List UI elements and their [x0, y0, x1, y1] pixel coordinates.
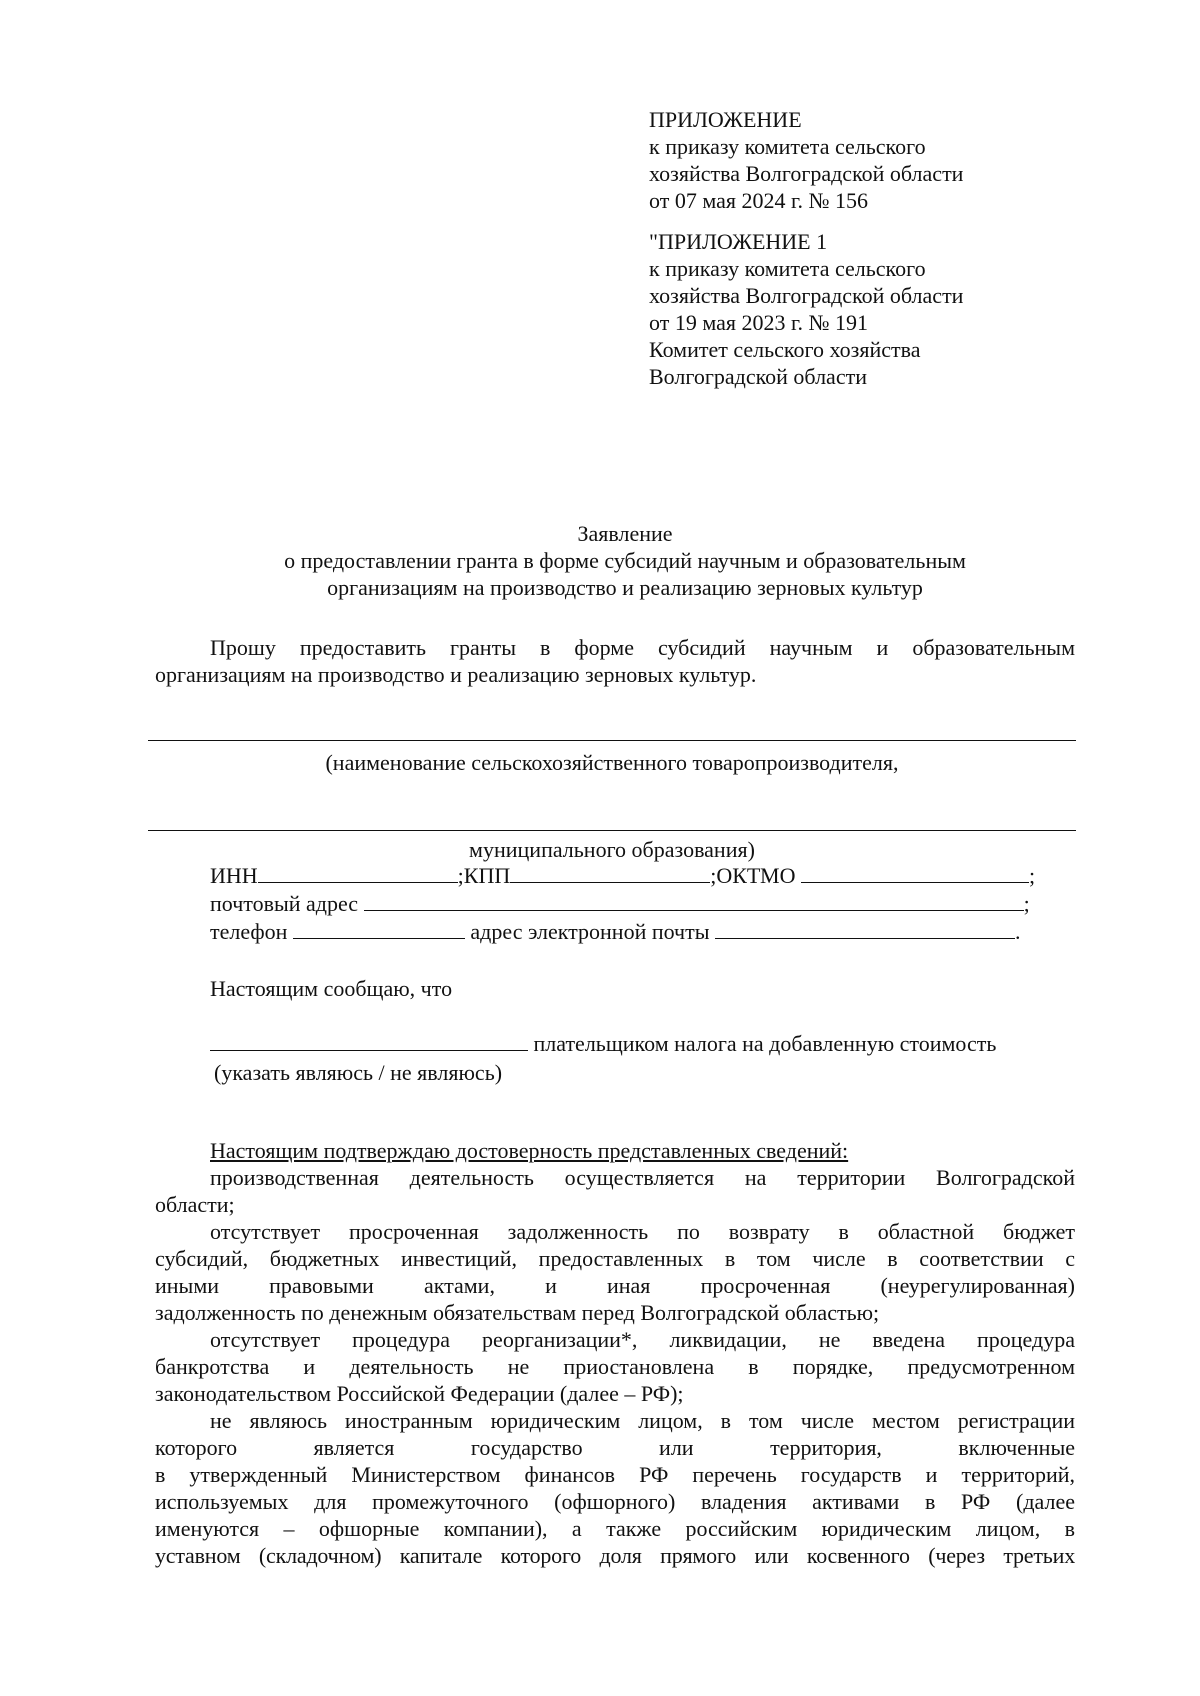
name-underline — [148, 740, 1076, 741]
inn-field[interactable] — [258, 862, 458, 883]
confirmation-line: которого является государство или территория, включенные — [155, 1435, 1075, 1460]
row-end: . — [1015, 919, 1021, 944]
confirmation-line: задолженность по денежным обязательствам перед Волгоградской областью; — [155, 1300, 880, 1325]
confirmation-line: производственная деятельность осуществляется на территории Волгоградской — [210, 1165, 1075, 1190]
addressee-line: Волгоградской области — [649, 364, 867, 389]
phone-field[interactable] — [293, 918, 465, 939]
vat-hint: (указать являюсь / не являюсь) — [214, 1060, 503, 1085]
name-caption: (наименование сельскохозяйственного товаропроизводителя, — [325, 750, 899, 775]
appendix-header — [649, 106, 963, 214]
confirmation-line: в утвержденный Министерством финансов РФ перечень государств и территорий, — [155, 1462, 1075, 1487]
title-line: о предоставлении гранта в форме субсидий научным и образовательным — [284, 548, 966, 573]
inn-label: ИНН — [210, 863, 258, 888]
appendix-line: хозяйства Волгоградской области — [649, 283, 964, 308]
kpp-label: ;КПП — [457, 863, 511, 888]
confirmation-line: банкротства и деятельность не приостановлена в порядке, предусмотренном — [155, 1354, 1075, 1379]
appendix-title: ПРИЛОЖЕНИЕ — [649, 107, 802, 132]
addressee-line: Комитет сельского хозяйства — [649, 337, 921, 362]
phone-label: телефон — [210, 919, 288, 944]
oktmo-field[interactable] — [801, 862, 1029, 883]
appendix-1-header — [649, 228, 963, 336]
vat-status-field[interactable] — [210, 1030, 528, 1051]
postal-label: почтовый адрес — [210, 891, 359, 916]
confirmation-line: области; — [155, 1192, 235, 1217]
appendix-line: хозяйства Волгоградской области — [649, 161, 964, 186]
confirmation-line: уставном (складочном) капитале которого доля прямого или косвенного (через третьих — [155, 1543, 1075, 1568]
confirmation-line: именуются – офшорные компании), а также российским юридическим лицом, в — [155, 1516, 1075, 1541]
appendix-date: от 07 мая 2024 г. № 156 — [649, 188, 869, 213]
oktmo-label: ;ОКТМО — [710, 863, 796, 888]
notice-intro: Настоящим сообщаю, что — [210, 976, 453, 1001]
email-label: адрес электронной почты — [470, 919, 710, 944]
vat-row — [210, 1030, 996, 1057]
document-title — [0, 520, 1200, 601]
postal-address-field[interactable] — [364, 890, 1024, 911]
tax-ids-row — [210, 862, 1035, 889]
request-paragraph — [155, 634, 1075, 688]
confirmation-line: не являюсь иностранным юридическим лицом, в том числе местом регистрации — [210, 1408, 1075, 1433]
appendix-line: к приказу комитета сельского — [649, 256, 926, 281]
email-field[interactable] — [715, 918, 1015, 939]
kpp-field[interactable] — [510, 862, 710, 883]
confirmation-section — [155, 1137, 1075, 1569]
appendix-line: к приказу комитета сельского — [649, 134, 926, 159]
confirmation-line: отсутствует просроченная задолженность по возврату в областной бюджет — [210, 1219, 1075, 1244]
request-line: организациям на производство и реализацию зерновых культур. — [155, 662, 757, 687]
confirmation-heading: Настоящим подтверждаю достоверность представленных сведений: — [210, 1138, 849, 1163]
vat-text: плательщиком налога на добавленную стоимость — [533, 1031, 997, 1056]
addressee — [649, 336, 920, 390]
appendix-date: от 19 мая 2023 г. № 191 — [649, 310, 869, 335]
confirmation-line: используемых для промежуточного (офшорного) владения активами в РФ (далее — [155, 1489, 1075, 1514]
municipality-underline — [148, 830, 1076, 831]
title-line: организациям на производство и реализацию зерновых культур — [327, 575, 923, 600]
confirmation-line: иными правовыми актами, и иная просроченная (неурегулированная) — [155, 1273, 1075, 1298]
postal-row — [210, 890, 1030, 917]
row-end: ; — [1023, 891, 1030, 916]
confirmation-line: субсидий, бюджетных инвестиций, предоставленных в том числе в соответствии с — [155, 1246, 1075, 1271]
request-line: Прошу предоставить гранты в форме субсидий научным и образовательным — [210, 635, 1075, 660]
appendix-title: "ПРИЛОЖЕНИЕ 1 — [649, 229, 828, 254]
municipality-caption: муниципального образования) — [469, 837, 755, 862]
row-end: ; — [1029, 863, 1036, 888]
confirmation-line: отсутствует процедура реорганизации*, ликвидации, не введена процедура — [210, 1327, 1075, 1352]
title-line: Заявление — [577, 521, 673, 546]
confirmation-line: законодательством Российской Федерации (далее – РФ); — [155, 1381, 684, 1406]
contacts-row — [210, 918, 1021, 945]
